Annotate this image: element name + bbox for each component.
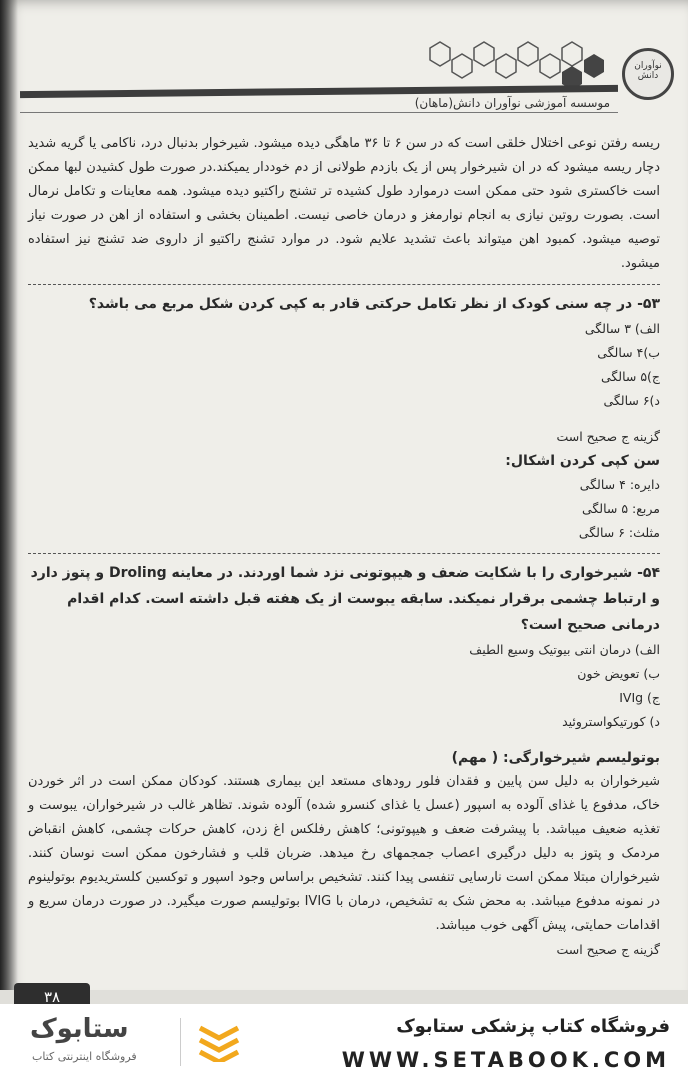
q54-option-a: الف) درمان انتی بیوتیک وسیع الطیف: [469, 642, 660, 657]
page-footer-band: [0, 990, 688, 1004]
q54-option-b: ب) تعویض خون: [577, 666, 660, 681]
chevron-stack-icon: [196, 1022, 242, 1062]
q54-option-c: ج) IVIg: [619, 690, 660, 705]
q53-item-square: مربع: ۵ سالگی: [581, 501, 660, 516]
q53-subheading: سن کپی کردن اشکال:: [505, 453, 660, 469]
q53-item-circle: دایره: ۴ سالگی: [579, 477, 660, 492]
q53-option-c: ج)۵ سالگی: [600, 369, 660, 384]
botulism-paragraph: شیرخواران به دلیل سن پایین و فقدان فلور رودهای مستعد این بیماری هستند. کودکان ممکن است در اثر خوردن خاک، مدفوع یا غذای آلوده به اسپور (عسل یا غذای کنسرو شده) آلوده شوند. تظاهر غالب در شیرخواران، یبوست و تغذیه ضعیف میباشد. با پیشرفت ضعف و هیپوتونی؛ کاهش رفلکس اغ زدن، کاهش حرکات چشمی، کاهش انقباض مردمک و پتوز به دلیل درگیری اعصاب جمجمهای رخ میدهد. ضربان قلب و فشارخون ممکن است نوسان کنند. شیرخواران مبتلا ممکن است نارسایی تنفسی پیدا کنند. تشخیص براساس وجود اسپور و توکسین کلستریدیوم بوتولینوم در نمونه مدفوع میباشد. به محض شک به تشخیص، درمان با IVIG بوتولیسم صورت میگیرد. در صورت درمان سریع و اقدامات حمایتی، پیش آگهی خوب میباشد.: [28, 774, 661, 933]
botulism-answer: گزینه ج صحیح است: [556, 942, 660, 957]
question-54: ۵۴- شیرخواری را با شکایت ضعف و هیپوتونی نزد شما اوردند. در معاینه Droling و پتوز دارد و ارتباط چشمی برقرار نمیکند. سابقه یبوست از یک هفته قبل داشته است. کدام اقدام درمانی صحیح است؟: [30, 565, 660, 633]
dashed-divider: [28, 553, 660, 554]
q54-option-d: د) کورتیکواستروئید: [562, 714, 660, 729]
institute-name: موسسه آموزشی نوآوران دانش(ماهان): [414, 96, 610, 110]
q53-option-d: د)۶ سالگی: [603, 393, 660, 408]
page-number: ۳۸: [14, 983, 90, 1004]
intro-paragraph: ریسه رفتن نوعی اختلال خلقی است که در سن ۶ تا ۳۶ ماهگی دیده میشود. شیرخوار بدنبال درد، ناکامی یا گریه شدید دچار ریسه میشود که در ان شیرخوار پس از یک بازدم طولانی از دم خوددار یمیکند.در صورت طول کشیدن لبها ممکن است خاکستری شود حتی ممکن است درموارد طول کشیده تر تشنج راکتیو دیده میشود. همه معاینات و تکامل نرمال است. بصورت روتین نیازی به انجام نوارمغز و درمان خاصی نیست. اطمینان بخشی و استفاده از اهن در صورت نیاز توصیه میشود. کمبود اهن میتواند باعث تشدید علایم شود. در موارد تشنج راکتیو از داروی ضد تشنج نیز استفاده میشود.: [28, 136, 660, 271]
store-url-link[interactable]: WWW.SETABOOK.COM: [341, 1048, 670, 1072]
q53-item-triangle: مثلث: ۶ سالگی: [578, 525, 660, 540]
banner-separator: [180, 1018, 181, 1066]
dashed-divider: [28, 284, 660, 285]
brand-subtitle: فروشگاه اینترنتی کتاب: [32, 1050, 137, 1063]
q53-option-b: ب)۴ سالگی: [597, 345, 660, 360]
header-hexagon-pattern: [410, 38, 610, 88]
page-shadow: [0, 0, 18, 1004]
brand-logo-text: ستابوک: [30, 1014, 129, 1044]
q53-option-a: الف) ۳ سالگی: [584, 321, 660, 336]
store-name: فروشگاه کتاب پزشکی ستابوک: [396, 1016, 670, 1037]
question-53: ۵۳- در چه سنی کودک از نظر تکامل حرکتی قادر به کپی کردن شکل مربع می باشد؟: [88, 296, 660, 312]
institute-logo: [622, 48, 674, 100]
page-content: [28, 118, 660, 962]
logo-text: نوآوران دانش: [634, 61, 662, 81]
q53-answer: گزینه ج صحیح است: [556, 429, 660, 444]
botulism-heading: بوتولیسم شیرخوارگی: ( مهم): [451, 750, 660, 766]
store-banner: [0, 1004, 688, 1080]
header-rule: [20, 112, 618, 113]
